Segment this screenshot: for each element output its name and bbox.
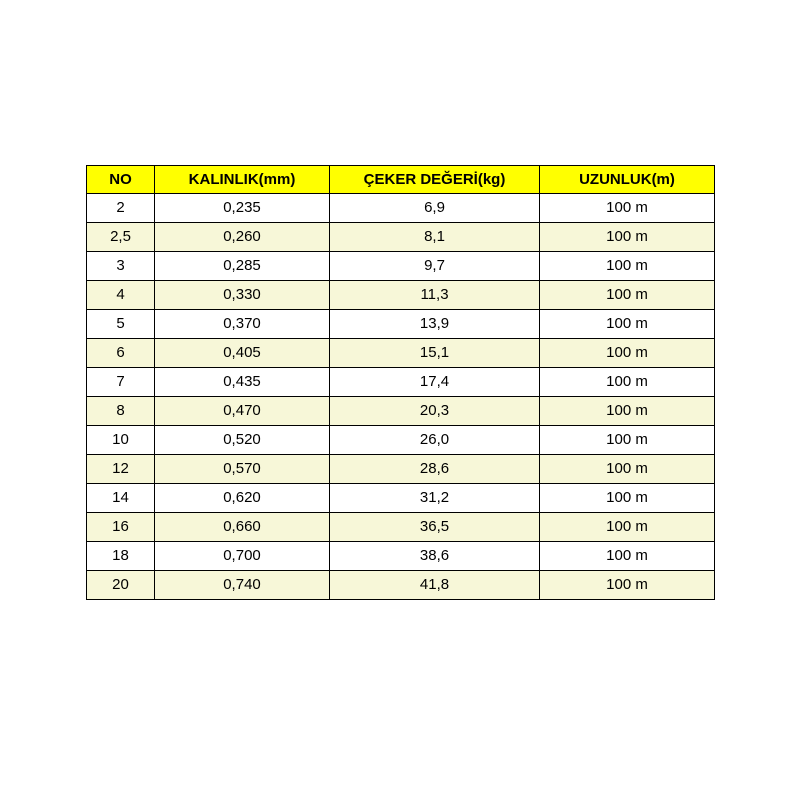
cell-length: 100 m — [540, 513, 715, 542]
cell-length: 100 m — [540, 368, 715, 397]
table-row — [87, 252, 715, 281]
table-row — [87, 281, 715, 310]
cell-breaking-strength: 9,7 — [330, 252, 540, 281]
cell-breaking-strength: 20,3 — [330, 397, 540, 426]
cell-thickness: 0,285 — [155, 252, 330, 281]
cell-no: 2 — [87, 194, 155, 223]
cell-no: 3 — [87, 252, 155, 281]
cell-thickness: 0,260 — [155, 223, 330, 252]
cell-no: 6 — [87, 339, 155, 368]
table-row — [87, 513, 715, 542]
cell-no: 20 — [87, 571, 155, 600]
cell-breaking-strength: 13,9 — [330, 310, 540, 339]
cell-no: 8 — [87, 397, 155, 426]
cell-length: 100 m — [540, 397, 715, 426]
cell-breaking-strength: 15,1 — [330, 339, 540, 368]
table-body — [87, 194, 715, 600]
table-row — [87, 426, 715, 455]
cell-length: 100 m — [540, 281, 715, 310]
cell-thickness: 0,700 — [155, 542, 330, 571]
cell-length: 100 m — [540, 339, 715, 368]
specification-table — [86, 165, 715, 600]
column-header-no: NO — [87, 166, 155, 194]
cell-length: 100 m — [540, 542, 715, 571]
table-row — [87, 542, 715, 571]
cell-length: 100 m — [540, 455, 715, 484]
cell-breaking-strength: 38,6 — [330, 542, 540, 571]
cell-no: 7 — [87, 368, 155, 397]
cell-no: 18 — [87, 542, 155, 571]
cell-thickness: 0,570 — [155, 455, 330, 484]
cell-breaking-strength: 36,5 — [330, 513, 540, 542]
table-row — [87, 368, 715, 397]
cell-length: 100 m — [540, 426, 715, 455]
cell-length: 100 m — [540, 252, 715, 281]
table-header — [87, 166, 715, 194]
cell-thickness: 0,620 — [155, 484, 330, 513]
cell-no: 14 — [87, 484, 155, 513]
cell-no: 2,5 — [87, 223, 155, 252]
table-row — [87, 194, 715, 223]
table-row — [87, 397, 715, 426]
cell-breaking-strength: 17,4 — [330, 368, 540, 397]
cell-breaking-strength: 8,1 — [330, 223, 540, 252]
column-header-breaking-strength: ÇEKER DEĞERİ(kg) — [330, 166, 540, 194]
cell-length: 100 m — [540, 571, 715, 600]
cell-breaking-strength: 31,2 — [330, 484, 540, 513]
cell-thickness: 0,470 — [155, 397, 330, 426]
cell-thickness: 0,435 — [155, 368, 330, 397]
cell-thickness: 0,235 — [155, 194, 330, 223]
table-row — [87, 223, 715, 252]
cell-thickness: 0,370 — [155, 310, 330, 339]
cell-breaking-strength: 6,9 — [330, 194, 540, 223]
cell-length: 100 m — [540, 223, 715, 252]
cell-no: 12 — [87, 455, 155, 484]
table-row — [87, 455, 715, 484]
table-header-row — [87, 166, 715, 194]
cell-breaking-strength: 28,6 — [330, 455, 540, 484]
cell-thickness: 0,660 — [155, 513, 330, 542]
cell-no: 5 — [87, 310, 155, 339]
column-header-thickness: KALINLIK(mm) — [155, 166, 330, 194]
cell-breaking-strength: 26,0 — [330, 426, 540, 455]
table-row — [87, 310, 715, 339]
cell-breaking-strength: 11,3 — [330, 281, 540, 310]
cell-no: 10 — [87, 426, 155, 455]
cell-no: 16 — [87, 513, 155, 542]
table-row — [87, 339, 715, 368]
table-row — [87, 571, 715, 600]
cell-breaking-strength: 41,8 — [330, 571, 540, 600]
cell-no: 4 — [87, 281, 155, 310]
cell-thickness: 0,405 — [155, 339, 330, 368]
cell-thickness: 0,330 — [155, 281, 330, 310]
cell-thickness: 0,740 — [155, 571, 330, 600]
cell-length: 100 m — [540, 310, 715, 339]
column-header-length: UZUNLUK(m) — [540, 166, 715, 194]
table-row — [87, 484, 715, 513]
cell-length: 100 m — [540, 194, 715, 223]
cell-thickness: 0,520 — [155, 426, 330, 455]
cell-length: 100 m — [540, 484, 715, 513]
